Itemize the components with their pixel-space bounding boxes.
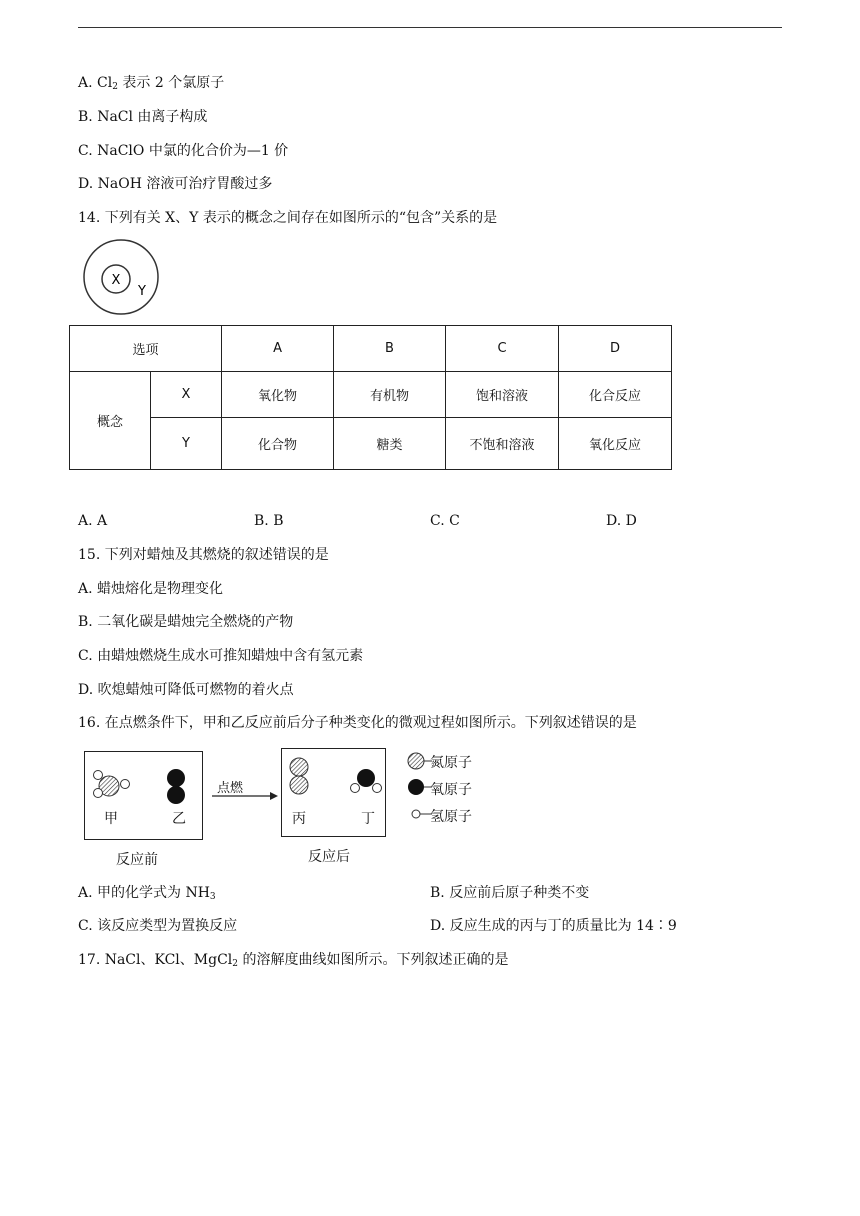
header-cell-c: C [446, 326, 559, 372]
legend-hydrogen-label: 氢原子 [430, 809, 472, 825]
ammonia-molecule [94, 771, 130, 798]
cell-y-a: 化合物 [222, 418, 334, 470]
cell-y-c: 不饱和溶液 [446, 418, 559, 470]
inner-label-x: X [111, 273, 121, 288]
header-cell-d: D [559, 326, 672, 372]
caption-before: 反应前 [116, 852, 158, 868]
q13-option-c: C. NaClO 中氯的化合价为—1 价 [78, 143, 289, 159]
header-cell-option: 选项 [70, 326, 222, 372]
q15-stem: 15. 下列对蜡烛及其燃烧的叙述错误的是 [78, 547, 329, 563]
q15-option-c: C. 由蜡烛燃烧生成水可推知蜡烛中含有氢元素 [78, 648, 364, 664]
cell-x-c: 饱和溶液 [446, 372, 559, 418]
nitrogen-molecule [290, 758, 308, 794]
cell-y-d: 氧化反应 [559, 418, 672, 470]
q13-option-b: B. NaCl 由离子构成 [78, 109, 208, 125]
oxygen-molecule [167, 769, 185, 804]
label-ding: 丁 [361, 811, 375, 827]
arrow-label: 点燃 [217, 781, 244, 796]
q14-stem: 14. 下列有关 X、Y 表示的概念之间存在如图所示的“包含”关系的是 [78, 210, 498, 226]
table-row-x [70, 372, 672, 418]
q15-option-b: B. 二氧化碳是蜡烛完全燃烧的产物 [78, 614, 294, 630]
outer-circle-y [84, 240, 158, 314]
q15-option-d: D. 吹熄蜡烛可降低可燃物的着火点 [78, 682, 294, 698]
label-yi: 乙 [172, 811, 186, 827]
header-cell-a: A [222, 326, 334, 372]
caption-after: 反应后 [308, 849, 350, 865]
legend-oxygen-symbol [408, 779, 432, 795]
q16-option-c: C. 该反应类型为置换反应 [78, 918, 238, 934]
table-header-row [70, 326, 672, 372]
q16-stem: 16. 在点燃条件下，甲和乙反应前后分子种类变化的微观过程如图所示。下列叙述错误的是 [78, 715, 637, 731]
q13-option-d: D. NaOH 溶液可治疗胃酸过多 [78, 176, 273, 192]
q16-option-b: B. 反应前后原子种类不变 [430, 885, 590, 901]
cell-x-d: 化合反应 [559, 372, 672, 418]
reaction-arrow [210, 790, 280, 802]
concept-table [69, 325, 672, 470]
label-bing: 丙 [292, 811, 306, 827]
header-rule [78, 27, 782, 28]
q14-option-c: C. C [430, 513, 460, 529]
q15-option-a: A. 蜡烛熔化是物理变化 [78, 581, 224, 597]
q14-option-d: D. D [606, 513, 637, 529]
q14-option-a: A. A [78, 513, 108, 529]
q13-option-a: A. $Cl_2$ 表示 2 个氯原子 [78, 75, 225, 92]
water-molecule [351, 769, 382, 793]
legend-hydrogen-symbol [412, 810, 432, 818]
reactant-molecules [84, 751, 204, 811]
cell-x-b: 有机物 [334, 372, 446, 418]
outer-label-y: Y [138, 284, 146, 299]
label-jia: 甲 [104, 811, 118, 827]
group-cell-concept: 概念 [70, 372, 151, 470]
row-label-y: Y [151, 418, 222, 470]
q16-option-a: A. 甲的化学式为 $NH_3$ [78, 885, 216, 902]
cell-x-a: 氧化物 [222, 372, 334, 418]
legend-nitrogen-label: 氮原子 [430, 755, 472, 771]
cell-y-b: 糖类 [334, 418, 446, 470]
header-cell-b: B [334, 326, 446, 372]
q14-option-b: B. B [254, 513, 284, 529]
inclusion-diagram [82, 237, 162, 317]
row-label-x: X [151, 372, 222, 418]
legend-nitrogen-symbol [408, 753, 432, 769]
legend-oxygen-label: 氧原子 [430, 782, 472, 798]
q17-stem: 17. NaCl、KCl、MgCl$_2$ 的溶解度曲线如图所示。下列叙述正确的是 [78, 952, 509, 969]
product-molecules [281, 748, 386, 808]
table-row-y [70, 418, 672, 470]
q16-option-d: D. 反应生成的丙与丁的质量比为 14∶9 [430, 918, 677, 934]
